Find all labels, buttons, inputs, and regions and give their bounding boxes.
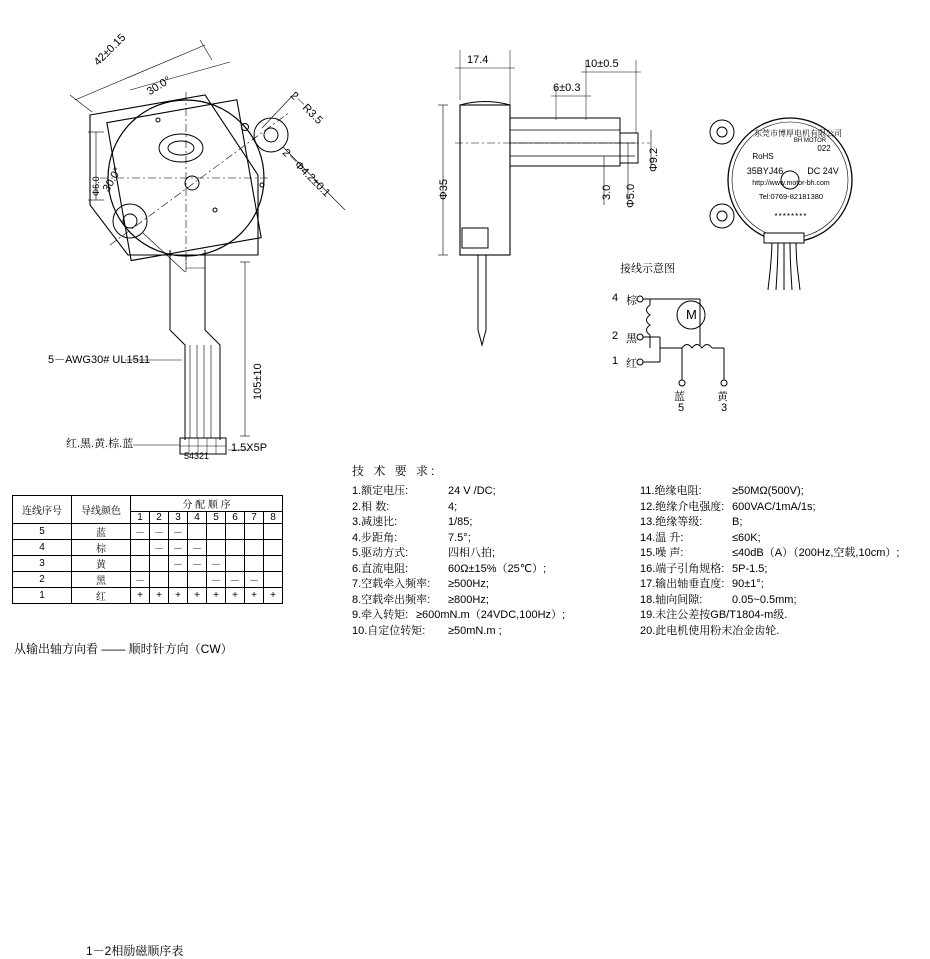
cell [188, 572, 207, 588]
col-sequence: 分 配 顺 序 [131, 496, 283, 512]
cell [264, 572, 283, 588]
row-color: 红 [72, 588, 131, 604]
spec-value: 24 V /DC; [448, 485, 496, 497]
spec-value: ≥500Hz; [448, 578, 489, 590]
motor-brand-cn: 东莞市博厚电机有限公司 [754, 129, 842, 138]
spec-item [640, 531, 912, 547]
spec-value: ≥50mN.m ; [448, 624, 502, 637]
pin-4: 4 [612, 292, 619, 304]
pin-1: 1 [612, 355, 619, 367]
cell: + [226, 588, 245, 604]
spec-column-right [640, 484, 912, 639]
connector-nums: 54321 [184, 451, 210, 461]
table-row [13, 556, 283, 572]
step-1: 1 [131, 512, 150, 524]
row-no: 4 [13, 540, 72, 556]
spec-item [352, 608, 624, 624]
spec-value: 4; [448, 500, 458, 513]
cell [207, 524, 226, 540]
motor-site: http://www.motor-bh.com [752, 180, 830, 187]
cell: － [207, 572, 226, 588]
row-no: 2 [13, 572, 72, 588]
spec-item [640, 515, 912, 531]
blue-label: 蓝 [674, 391, 685, 403]
cell [264, 556, 283, 572]
cell: － [169, 540, 188, 556]
spec-key: 10.自定位转矩: [352, 624, 426, 637]
cell: + [188, 588, 207, 604]
col-wire-no: 连线序号 [13, 496, 72, 524]
motor-serial: ******** [774, 212, 808, 221]
dim-r35: 2－R3.5 [287, 89, 325, 127]
cell [169, 572, 188, 588]
dim-phi6: Φ6.0 [91, 176, 101, 196]
spec-item [352, 484, 624, 500]
row-no: 1 [13, 588, 72, 604]
cell [188, 524, 207, 540]
spec-key: 8.空载牵出频率: [352, 593, 431, 606]
pin-1-color: 红 [626, 358, 637, 370]
pin-4-color: 棕 [626, 295, 637, 307]
cell [226, 556, 245, 572]
cell: － [169, 556, 188, 572]
spec-value: ≥50MΩ(500V); [732, 485, 804, 497]
cell [150, 572, 169, 588]
cell: + [264, 588, 283, 604]
spec-item [352, 500, 624, 516]
yellow-label: 黄 [717, 391, 728, 403]
cell [264, 540, 283, 556]
order-table-title: 1－2相励磁顺序表 [86, 944, 184, 958]
table-row [13, 524, 283, 540]
cell: － [150, 524, 169, 540]
spec-key: 1.额定电压: [352, 485, 409, 497]
cell [150, 556, 169, 572]
spec-item [352, 515, 624, 531]
dim-phi9-2: Φ9.2 [648, 147, 660, 172]
motor-tel: Tel:0769-82181380 [758, 192, 824, 201]
spec-item [640, 546, 912, 562]
dim-10: 10±0.5 [585, 58, 619, 70]
cell [245, 524, 264, 540]
row-no: 5 [13, 524, 72, 540]
cell [131, 556, 150, 572]
table-row [13, 588, 283, 604]
step-8: 8 [264, 512, 283, 524]
spec-key: 13.绝缘等级: [640, 516, 703, 528]
step-6: 6 [226, 512, 245, 524]
blue-num: 5 [678, 402, 685, 414]
spec-item [352, 531, 624, 547]
cell: － [131, 572, 150, 588]
spec-item [352, 593, 624, 609]
spec-key: 18.轴向间隙: [640, 593, 703, 606]
spec-key: 11.绝缘电阻: [640, 485, 702, 497]
step-7: 7 [245, 512, 264, 524]
cell: － [245, 572, 264, 588]
spec-key: 2.相 数: [352, 500, 390, 513]
spec-key: 14.温 升: [640, 531, 684, 544]
cell [245, 556, 264, 572]
spec-item [352, 577, 624, 593]
spec-value: ≥600mN.m（24VDC,100Hz）; [416, 609, 566, 621]
cell: + [150, 588, 169, 604]
dim-4-2: 2－Φ4.2±0.1 [279, 146, 333, 200]
cell: + [131, 588, 150, 604]
pin-2: 2 [612, 330, 619, 342]
spec-column-left [352, 484, 624, 639]
spec-item [640, 577, 912, 593]
spec-key: 15.噪 声: [640, 547, 684, 559]
table-row [13, 540, 283, 556]
cell [226, 540, 245, 556]
spec-value: 1/85; [448, 516, 473, 528]
cell [264, 524, 283, 540]
spec-value: 600VAC/1mA/1s; [732, 500, 816, 513]
lead-spec: 5－AWG30# UL1511 [48, 354, 151, 366]
spec-value: B; [732, 516, 743, 528]
dim-17-4: 17.4 [467, 54, 489, 66]
motor-voltage: DC 24V [807, 166, 839, 176]
spec-key: 17.输出轴垂直度: [640, 578, 725, 590]
step-2: 2 [150, 512, 169, 524]
spec-item [640, 484, 912, 500]
spec-key: 12.绝缘介电强度: [640, 500, 725, 513]
spec-value: 四相八拍; [448, 547, 496, 559]
order-table-footer: 从输出轴方向看 —— 顺时针方向（CW） [14, 642, 233, 656]
technical-requirements [352, 462, 912, 639]
spec-key: 20.此电机使用粉末冶金齿轮. [640, 624, 780, 637]
row-color: 棕 [72, 540, 131, 556]
spec-value: ≤40dB（A）（200Hz,空载,10cm）; [732, 547, 900, 559]
cell: － [150, 540, 169, 556]
motor-logo-text: BH MOTOR [793, 138, 827, 144]
spec-value: ≥800Hz; [448, 593, 489, 606]
dim-6: 6±0.3 [553, 82, 581, 94]
spec-item [640, 562, 912, 578]
cell: + [207, 588, 226, 604]
cell: － [226, 572, 245, 588]
cell [131, 540, 150, 556]
step-4: 4 [188, 512, 207, 524]
row-color: 黑 [72, 572, 131, 588]
spec-item [640, 500, 912, 516]
cell [207, 540, 226, 556]
dim-phi5-0: Φ5.0 [625, 183, 637, 208]
dim-phi35: Φ35 [438, 178, 450, 200]
dim-30-b: 30.0° [100, 165, 125, 195]
cell: － [188, 556, 207, 572]
spec-key: 7.空载牵入频率: [352, 578, 431, 590]
cert-number: 022 [817, 144, 831, 153]
step-3: 3 [169, 512, 188, 524]
cell: － [207, 556, 226, 572]
wiring-title: 接线示意图 [620, 263, 675, 275]
spec-value: 90±1°; [732, 578, 764, 590]
spec-item [352, 546, 624, 562]
spec-value: 5P-1.5; [732, 562, 768, 575]
dim-3-0: 3.0 [601, 184, 613, 200]
cell [226, 524, 245, 540]
spec-value: ≤60K; [732, 531, 761, 544]
col-wire-color: 导线颜色 [72, 496, 131, 524]
cell: － [131, 524, 150, 540]
spec-item [640, 608, 912, 624]
connector-pitch: 1.5X5P [231, 442, 268, 454]
spec-key: 3.减速比: [352, 516, 398, 528]
rohs-mark: RoHS [752, 152, 774, 161]
spec-item [640, 624, 912, 640]
cell: － [169, 524, 188, 540]
dim-105: 105±10 [252, 363, 264, 400]
spec-key: 19.未注公差按GB/T1804-m级. [640, 609, 788, 621]
spec-value: 0.05~0.5mm; [732, 593, 797, 606]
spec-key: 6.直流电阻: [352, 562, 409, 575]
pin-2-color: 黑 [626, 333, 637, 345]
cell: + [245, 588, 264, 604]
spec-value: 60Ω±15%（25℃）; [448, 562, 547, 575]
row-color: 黄 [72, 556, 131, 572]
cell [245, 540, 264, 556]
spec-item [640, 593, 912, 609]
spec-key: 4.步距角: [352, 531, 398, 544]
spec-key: 9.牵入转矩: [352, 609, 409, 621]
spec-title: 技 术 要 求: [352, 464, 438, 478]
spec-value: 7.5°; [448, 531, 471, 544]
table-header-row [13, 496, 283, 512]
spec-item [352, 562, 624, 578]
dim-42: 42±0.15 [91, 31, 129, 69]
wire-colors: 红.黑.黄.棕.蓝 [66, 438, 134, 450]
row-color: 蓝 [72, 524, 131, 540]
motor-model: 35BYJ46 [746, 166, 784, 176]
table-row [13, 572, 283, 588]
motor-symbol: M [686, 307, 697, 322]
cell: + [169, 588, 188, 604]
spec-key: 5.驱动方式: [352, 547, 409, 559]
dim-30-a: 30.0° [144, 74, 174, 99]
row-no: 3 [13, 556, 72, 572]
spec-key: 16.端子引角规格: [640, 562, 725, 575]
cell: － [188, 540, 207, 556]
step-5: 5 [207, 512, 226, 524]
order-table-grid [12, 495, 283, 604]
spec-item [352, 624, 624, 640]
yellow-num: 3 [721, 402, 728, 414]
